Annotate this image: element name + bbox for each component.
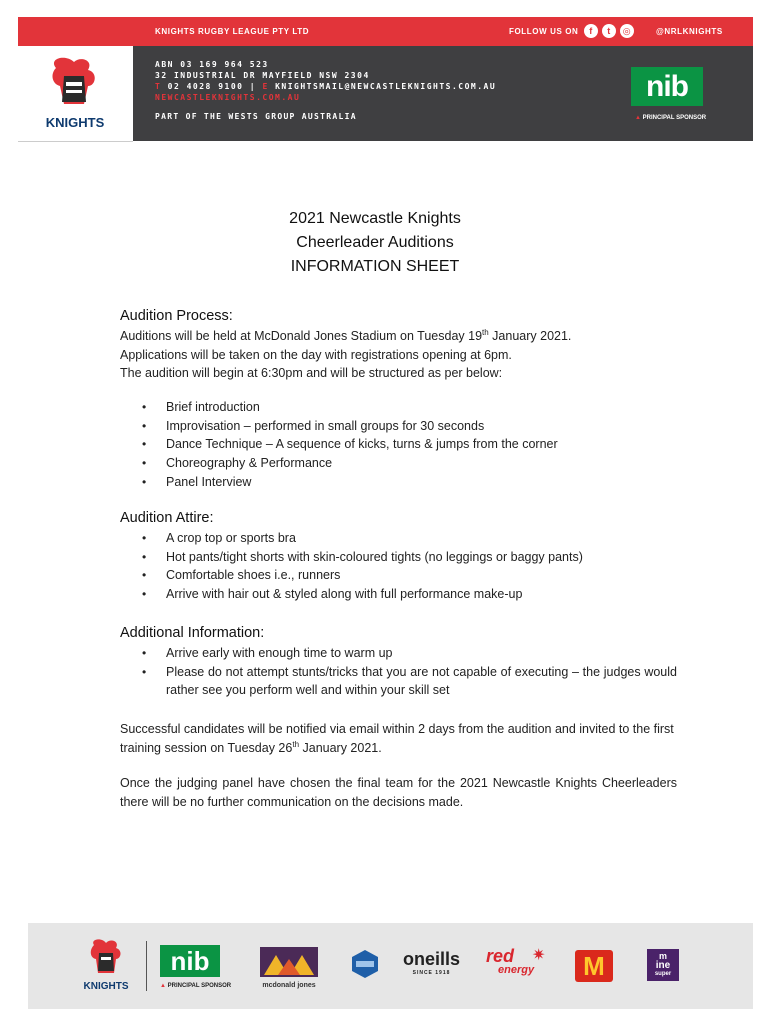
footer-nib-logo: nib [160,945,220,977]
list-item: • Improvisation – performed in small groups for 30 seconds [140,417,680,436]
list-item: • Dance Technique – A sequence of kicks, turns & jumps from the corner [140,435,680,454]
website-link[interactable]: NEWCASTLEKNIGHTS.COM.AU [155,93,301,102]
contact-details [155,59,496,122]
attire-heading: Audition Attire: [120,510,214,526]
final-note: Once the judging panel have chosen the final team for the 2021 Newcastle Knights Cheerleaders there will be no further communication on the decisions made. [120,776,677,809]
mine-super-logo: m ine super [647,949,679,981]
additional-list [140,644,677,700]
follow-label: FOLLOW US ON [509,27,579,36]
email-link[interactable]: KNIGHTSMAIL@NEWCASTLEKNIGHTS.COM.AU [275,82,497,91]
sponsor-footer [28,923,753,1009]
list-item: • Please do not attempt stunts/tricks that you are not capable of executing – the judges would rather see you perform well and within your skill set [140,663,677,700]
additional-heading: Additional Information: [120,625,265,641]
title-line-2: Cheerleader Auditions [296,234,454,251]
abn: ABN 03 169 964 523 [155,60,269,69]
process-line-2: Applications will be taken on the day with registrations opening at 6pm. [120,347,512,362]
title-line-3: INFORMATION SHEET [290,258,460,275]
process-line-1: Auditions will be held at McDonald Jones Stadium on Tuesday 19th January 2021. [120,327,572,343]
attire-list [140,529,680,604]
svg-text:KNIGHTS: KNIGHTS [83,981,129,992]
process-text [120,327,677,383]
oneills-logo: oneills SINCE 1918 [403,949,461,976]
list-item: • Brief introduction [140,398,680,417]
phone[interactable]: 02 4028 9100 [167,82,244,91]
list-item: • Arrive with hair out & styled along with full performance make-up [140,585,680,604]
notification-note: Successful candidates will be notified via email within 2 days from the audition and invited to the first training session on Tuesday 26th January 2021. [120,722,674,755]
knights-logo-text: KNIGHTS [45,115,105,130]
sponsor-caption: ▲ PRINCIPAL SPONSOR [635,115,707,121]
social-handle[interactable]: @NRLKNIGHTS [656,27,723,36]
list-item: • Panel Interview [140,473,680,492]
golden-arches-icon: M [575,950,613,982]
header-top-bar [18,17,753,46]
footer-nib-caption: ▲ PRINCIPAL SPONSOR [160,983,232,989]
document-title [0,207,750,279]
title-line-1: 2021 Newcastle Knights [289,210,461,227]
knights-logo [18,46,133,142]
red-energy-logo: red energy ✷ [486,946,546,976]
header-info-panel [18,46,753,141]
company-name: KNIGHTS RUGBY LEAGUE PTY LTD [155,27,310,36]
contact-line: T 02 4028 9100 | E KNIGHTSMAIL@NEWCASTLEKNIGHTS.COM.AU [155,82,497,91]
list-item: • Comfortable shoes i.e., runners [140,566,680,585]
footer-divider [146,941,147,991]
list-item: • Choreography & Performance [140,454,680,473]
twitter-icon[interactable]: t [602,24,616,38]
instagram-icon[interactable]: ◎ [620,24,634,38]
list-item: • Hot pants/tight shorts with skin-coloured tights (no leggings or baggy pants) [140,548,680,567]
facebook-icon[interactable]: f [584,24,598,38]
process-list [140,398,680,492]
address: 32 INDUSTRIAL DR MAYFIELD NSW 2304 [155,71,370,80]
mining-badge-icon [350,949,380,979]
nib-logo: nib [631,67,703,106]
list-item: • Arrive early with enough time to warm up [140,644,677,663]
footer-knights-logo [80,937,132,997]
process-line-3: The audition will begin at 6:30pm and will be structured as per below: [120,366,503,380]
mcdonald-jones-logo: mcdonald jones [260,947,318,993]
process-heading: Audition Process: [120,308,233,324]
group-label: PART OF THE WESTS GROUP AUSTRALIA [155,112,357,121]
list-item: • A crop top or sports bra [140,529,680,548]
